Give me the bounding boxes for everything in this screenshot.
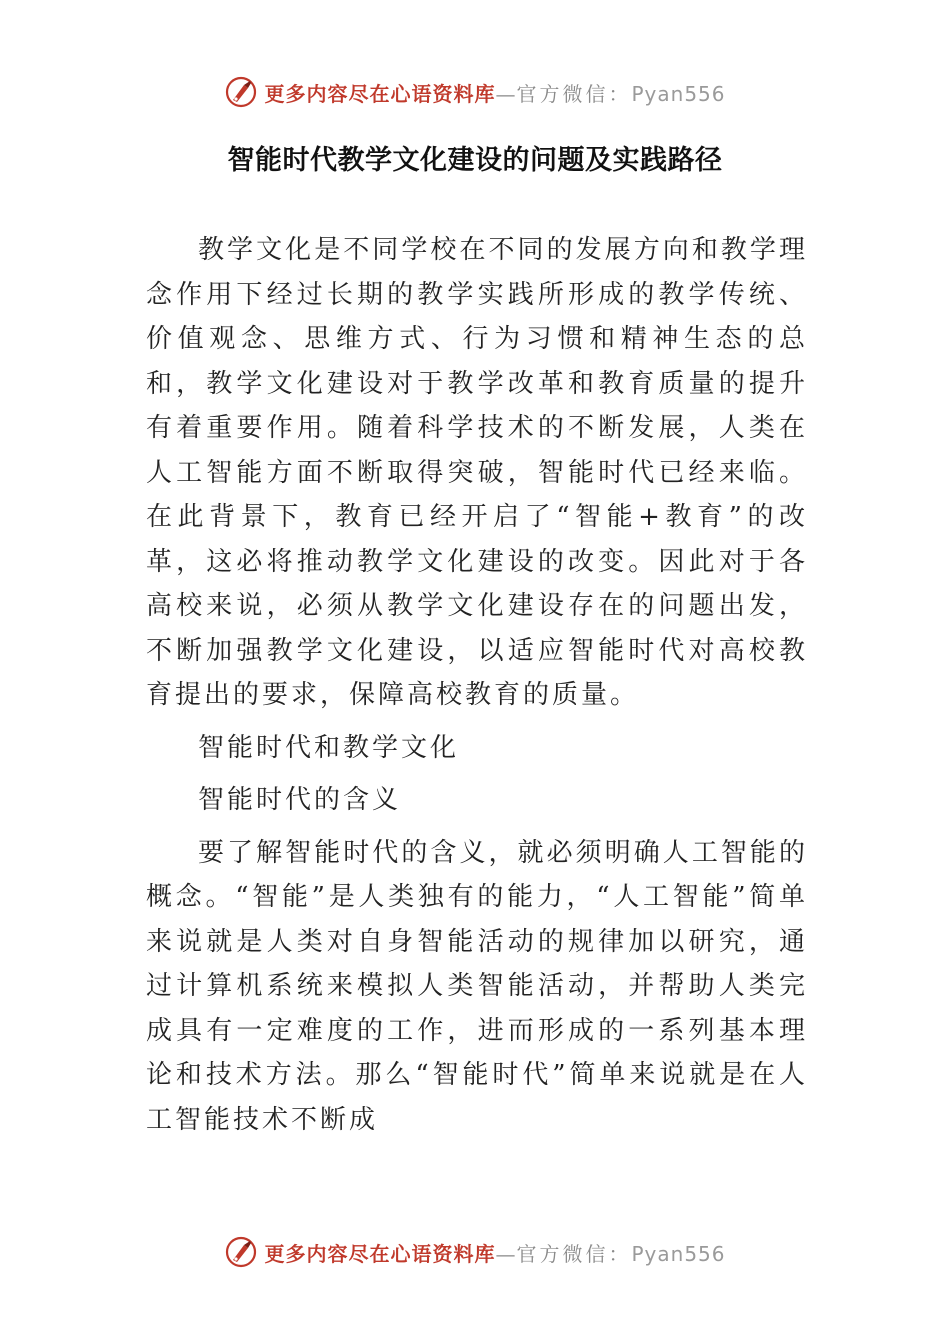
banner-separator: — bbox=[495, 81, 517, 106]
banner-separator: — bbox=[495, 1241, 517, 1266]
banner-text bbox=[264, 78, 725, 107]
header-banner bbox=[0, 70, 950, 114]
paragraph-intro: 教学文化是不同学校在不同的发展方向和教学理念作用下经过长期的教学实践所形成的教学传统、价值观念、思维方式、行为习惯和精神生态的总和，教学文化建设对于教学改革和教育质量的提升有着重要作用。随着科学技术的不断发展，人类在人工智能方面不断取得突破，智能时代已经来临。在此背景下，教育已经开启了“智能+教育”的改革，这必将推动教学文化建设的改变。因此对于各高校来说，必须从教学文化建设存在的问题出发，不断加强教学文化建设，以适应智能时代对高校教育提出的要求，保障高校教育的质量。 bbox=[146, 235, 808, 710]
banner-official-label: 官方微信： bbox=[516, 81, 632, 106]
banner-wechat-id: Pyan556 bbox=[631, 81, 726, 106]
section-heading-2: 智能时代的含义 bbox=[198, 785, 402, 815]
banner-official-label: 官方微信： bbox=[516, 1241, 632, 1266]
section-heading-1: 智能时代和教学文化 bbox=[198, 732, 460, 763]
banner-wechat-id: Pyan556 bbox=[631, 1241, 726, 1266]
pen-nib-logo-icon bbox=[224, 75, 258, 109]
footer-banner bbox=[0, 1230, 950, 1274]
document-title: 智能时代教学文化建设的问题及实践路径 bbox=[227, 145, 723, 176]
paragraph-definition: 要了解智能时代的含义，就必须明确人工智能的概念。“智能”是人类独有的能力，“人工智能”简单来说就是人类对自身智能活动的规律加以研究，通过计算机系统来模拟人类智能活动，并帮助人类完成具有一定难度的工作，进而形成的一系列基本理论和技术方法。那么“智能时代”简单来说就是在人工智能技术不断成 bbox=[146, 837, 808, 1135]
pen-nib-logo-icon bbox=[224, 1235, 258, 1269]
banner-text bbox=[264, 1238, 725, 1267]
banner-brand: 更多内容尽在心语资料库 bbox=[264, 1241, 496, 1266]
banner-brand: 更多内容尽在心语资料库 bbox=[264, 81, 496, 106]
document-body bbox=[146, 228, 808, 1142]
